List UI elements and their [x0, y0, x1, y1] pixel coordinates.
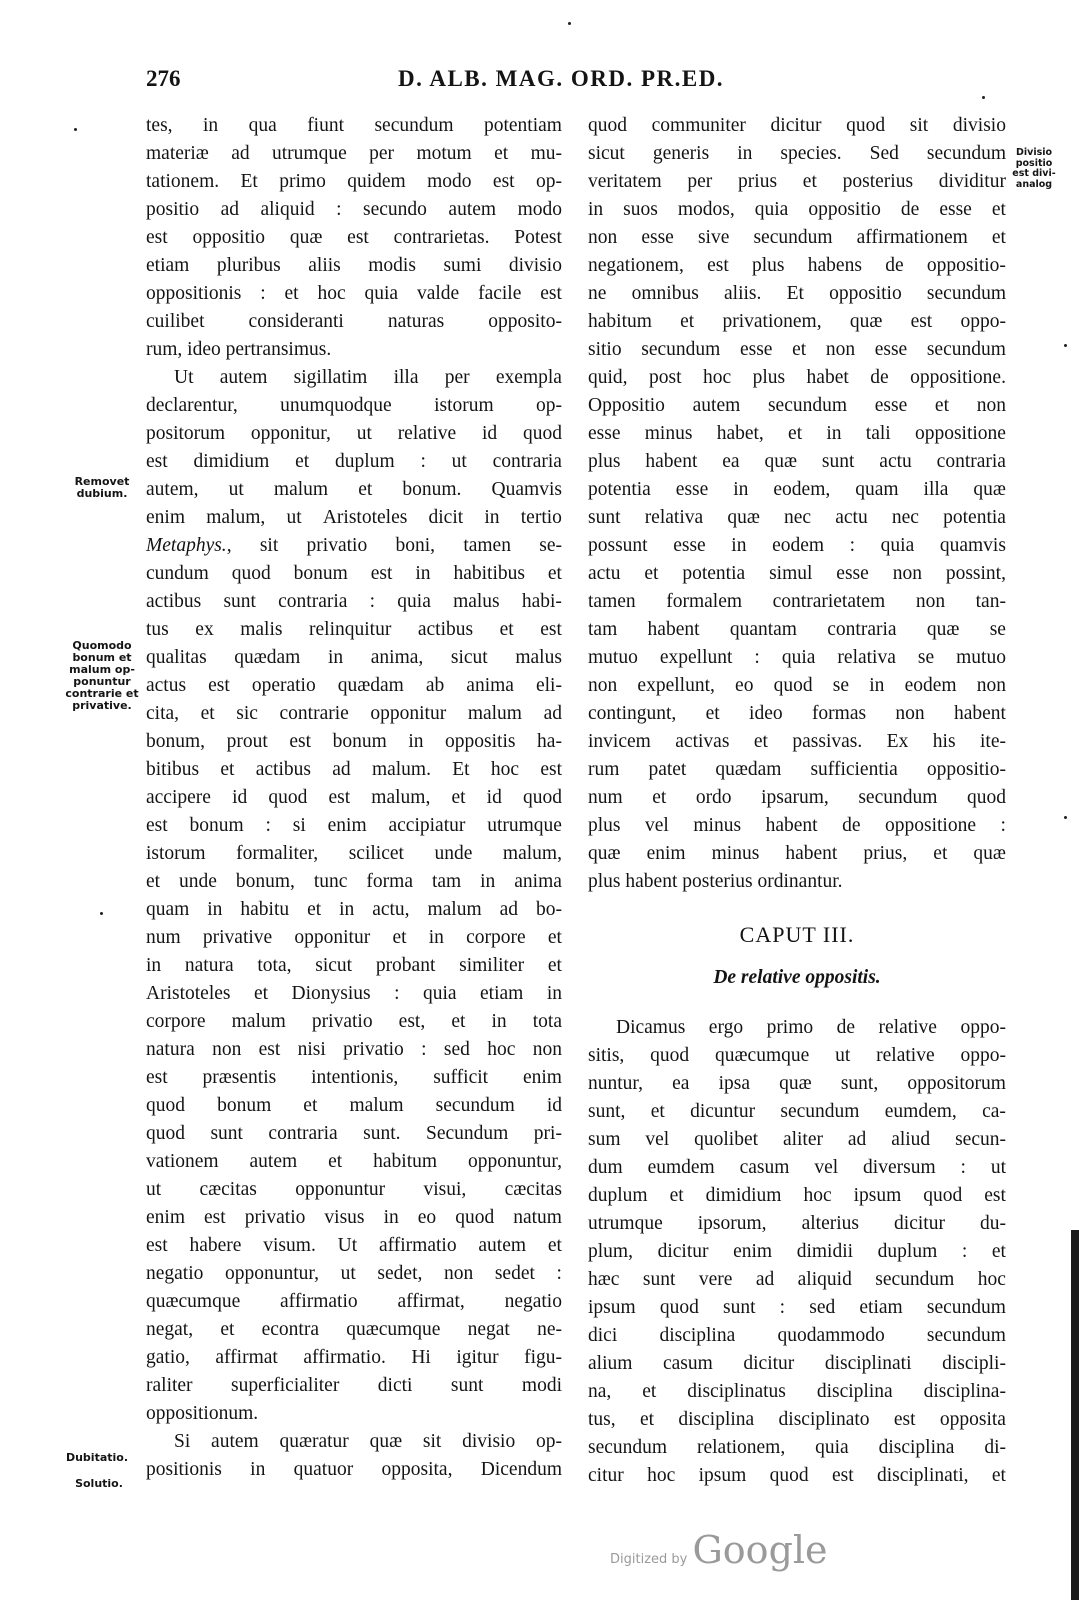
- page-number: 276: [146, 66, 181, 91]
- text-line: quæ enim minus habent prius, et quæ: [588, 843, 1006, 864]
- margin-note-line: Removet: [74, 475, 130, 488]
- margin-note-line: ponuntur: [73, 675, 131, 688]
- scan-speck: [100, 912, 103, 915]
- google-logo-text: Google: [692, 1528, 828, 1572]
- text-line: dici disciplina quodammodo secundum: [588, 1325, 1006, 1346]
- text-line: quam in habitu et in actu, malum ad bo-: [146, 899, 562, 920]
- text-line: citur hoc ipsum quod est disciplinati, et: [588, 1465, 1006, 1486]
- text-line: tes, in qua fiunt secundum potentiam: [146, 115, 562, 136]
- text-line: oppositionum.: [146, 1403, 259, 1424]
- text-line: declarentur, unumquodque istorum op-: [146, 395, 562, 416]
- scan-speck: [568, 22, 571, 25]
- text-line: negationem, est plus habens de oppositio-: [588, 255, 1006, 276]
- text-line: negatio opponuntur, ut sedet, non sedet :: [146, 1263, 562, 1284]
- text-line: accipere id quod est malum, et id quod: [146, 787, 562, 808]
- text-line: oppositionis : et hoc quia valde facile est: [146, 283, 562, 304]
- text-line: sicut generis in species. Sed secundum: [588, 143, 1006, 164]
- text-line: non esse sive secundum affirmationem et: [588, 227, 1006, 248]
- margin-note-line: Quomodo: [72, 639, 132, 652]
- text-line: Metaphys., sit privatio boni, tamen se-: [146, 535, 562, 556]
- text-line: materiæ ad utrumque per motum et mu-: [146, 143, 562, 164]
- text-line: autem, ut malum et bonum. Quamvis: [146, 479, 562, 500]
- scan-speck: [1064, 816, 1067, 819]
- margin-note-line: est divi-: [1012, 168, 1056, 179]
- text-line: rum, ideo pertransimus.: [146, 339, 332, 360]
- text-line: quæcumque affirmatio affirmat, negatio: [146, 1291, 562, 1312]
- text-line: istorum formaliter, scilicet unde malum,: [146, 843, 562, 864]
- text-line: Aristoteles et Dionysius : quia etiam in: [146, 983, 562, 1004]
- margin-note-dubitatio: Dubitatio.: [65, 1451, 129, 1464]
- digitized-label: Digitized by: [610, 1552, 688, 1567]
- text-line: cuilibet consideranti naturas opposito-: [146, 311, 562, 332]
- text-line: mutuo expellunt : quia relativa se mutuo: [588, 647, 1006, 668]
- text-line: quod bonum et malum secundum id: [146, 1095, 562, 1116]
- text-line: contingunt, et ideo formas non habent: [588, 703, 1006, 724]
- text-line: utrumque ipsorum, alterius dicitur du-: [588, 1213, 1006, 1234]
- text-line: et unde bonum, tunc forma tam in anima: [146, 871, 562, 892]
- text-line: in natura tota, sicut probant similiter et: [146, 955, 562, 976]
- text-line: alium casum dicitur disciplinati discipli-: [588, 1353, 1006, 1374]
- text-line: dum eumdem casum vel diversum : ut: [588, 1157, 1006, 1178]
- text-line: negat, et econtra quæcumque negat ne-: [146, 1319, 562, 1340]
- text-line: natura non est nisi privatio : sed hoc non: [146, 1039, 562, 1060]
- text-line: quod sunt contraria sunt. Secundum pri-: [146, 1123, 562, 1144]
- margin-note-line: bonum et: [72, 651, 132, 664]
- right-text-column: [588, 112, 1006, 1490]
- text-line: Si autem quæratur quæ sit divisio op-: [174, 1431, 562, 1452]
- text-line: actu et potentia simul esse non possint,: [588, 563, 1006, 584]
- text-line: sunt, et dicuntur secundum eumdem, ca-: [588, 1101, 1006, 1122]
- text-line: actibus sunt contraria : quia malus habi-: [146, 591, 562, 612]
- text-line: qualitas quædam in anima, sicut malus: [146, 647, 562, 668]
- text-line: ipsum quod sunt : sed etiam secundum: [588, 1297, 1006, 1318]
- text-line: na, et disciplinatus disciplina disciplina-: [588, 1381, 1006, 1402]
- text-line: ne omnibus aliis. Et oppositio secundum: [588, 283, 1006, 304]
- text-line: sitis, quod quæcumque ut relative oppo-: [588, 1045, 1006, 1066]
- text-line: enim est privatio visus in eo quod natum: [146, 1207, 562, 1228]
- text-line: est habere visum. Ut affirmatio autem et: [146, 1235, 562, 1256]
- text-line: bonum, prout est bonum in oppositis ha-: [146, 731, 562, 752]
- text-line: est oppositio quæ est contrarietas. Potest: [146, 227, 562, 248]
- margin-note-line: positio: [1015, 157, 1053, 169]
- page-header: [146, 66, 996, 96]
- left-text-column: [146, 112, 562, 1484]
- text-line: est præsentis intentionis, sufficit enim: [146, 1067, 562, 1088]
- text-line: actus est operatio quædam ab anima eli-: [146, 675, 562, 696]
- text-line: enim malum, ut Aristoteles dicit in tertio: [146, 507, 562, 528]
- text-line: veritatem per prius et posterius dividitur: [588, 171, 1006, 192]
- running-title: D. ALB. MAG. ORD. PR.ED.: [398, 66, 725, 91]
- text-line: plus vel minus habent de oppositione :: [588, 815, 1006, 836]
- text-line: duplum et dimidium hoc ipsum quod est: [588, 1185, 1006, 1206]
- text-line: non expellunt, eo quod se in eodem non: [588, 675, 1006, 696]
- margin-note-line: analog: [1015, 178, 1053, 190]
- text-line: rum patet quædam sufficientia oppositio-: [588, 759, 1006, 780]
- text-line: invicem activas et passivas. Ex his ite-: [588, 731, 1006, 752]
- text-line: bitibus et actibus ad malum. Et hoc est: [146, 759, 562, 780]
- right-column-bottom-text: [588, 1014, 1006, 1490]
- scan-edge-shadow: [1071, 1230, 1079, 1600]
- text-line: est bonum : si enim accipiatur utrumque: [146, 815, 562, 836]
- text-line: esse minus habet, et in tali oppositione: [588, 423, 1006, 444]
- scan-speck: [1064, 344, 1067, 347]
- margin-note-removet: [72, 476, 132, 500]
- text-line: possunt esse in eodem : quia quamvis: [588, 535, 1006, 556]
- text-line: Dicamus ergo primo de relative oppo-: [616, 1017, 1006, 1038]
- text-line: sitio secundum esse et non esse secundum: [588, 339, 1006, 360]
- margin-note-line: dubium.: [76, 487, 128, 500]
- text-line: plus habent posterius ordinantur.: [588, 871, 843, 892]
- text-line: est dimidium et duplum : ut contraria: [146, 451, 562, 472]
- text-line: nuntur, ea ipsa quæ sunt, oppositorum: [588, 1073, 1006, 1094]
- chapter-subtitle: De relative oppositis.: [713, 967, 881, 988]
- text-line: sunt relativa quæ nec actu nec potentia: [588, 507, 1006, 528]
- margin-note-line: contrarie et: [65, 687, 139, 700]
- text-line: corpore malum privatio est, et in tota: [146, 1011, 562, 1032]
- text-line: hæc sunt vere ad aliquid secundum hoc: [588, 1269, 1006, 1290]
- text-line: potentia esse in eodem, quam illa quæ: [588, 479, 1006, 500]
- text-line: tus ex malis relinquitur actibus et est: [146, 619, 562, 640]
- scan-speck: [74, 128, 77, 131]
- text-line: num et ordo ipsarum, secundum quod: [588, 787, 1006, 808]
- text-line: cita, et sic contrarie opponitur malum ad: [146, 703, 562, 724]
- text-line: habitum et privationem, quæ est oppo-: [588, 311, 1006, 332]
- text-line: positorum opponitur, ut relative id quod: [146, 423, 562, 444]
- scan-speck: [982, 96, 985, 99]
- text-line: positio ad aliquid : secundo autem modo: [146, 199, 562, 220]
- text-line: tamen formalem contrarietatem non tan-: [588, 591, 1006, 612]
- margin-note-solutio: Solutio.: [75, 1477, 123, 1490]
- text-line: secundum relationem, quia disciplina di-: [588, 1437, 1006, 1458]
- right-column-top-text: [588, 112, 1006, 896]
- text-line: plus habent ea quæ sunt actu contraria: [588, 451, 1006, 472]
- text-line: num privative opponitur et in corpore et: [146, 927, 562, 948]
- text-line: raliter superficialiter dicti sunt modi: [146, 1375, 562, 1396]
- text-line: tam habent quantam contraria quæ se: [588, 619, 1006, 640]
- text-line: cundum quod bonum est in habitibus et: [146, 563, 562, 584]
- text-line: Oppositio autem secundum esse et non: [588, 395, 1006, 416]
- text-line: etiam pluribus aliis modis sumi divisio: [146, 255, 562, 276]
- text-line: tus, et disciplina disciplinato est opposita: [588, 1409, 1006, 1430]
- margin-note-line: Divisio: [1015, 147, 1053, 158]
- text-line: gatio, affirmat affirmatio. Hi igitur figu-: [146, 1347, 562, 1368]
- text-line: vationem autem et habitum opponuntur,: [146, 1151, 562, 1172]
- margin-note-line: privative.: [72, 699, 132, 712]
- text-line: Ut autem sigillatim illa per exempla: [174, 367, 562, 388]
- chapter-heading: CAPUT III.: [739, 922, 855, 947]
- italic-title: Metaphys.: [146, 535, 227, 556]
- text-line: plum, dicitur enim dimidii duplum : et: [588, 1241, 1006, 1262]
- text-line: sum vel quolibet aliter ad aliud secun-: [588, 1129, 1006, 1150]
- margin-note-quomodo: [60, 640, 144, 712]
- text-line: in suos modos, quia oppositio de esse et: [588, 199, 1006, 220]
- text-line: quid, post hoc plus habet de oppositione.: [588, 367, 1006, 388]
- text-line: tationem. Et primo quidem modo est op-: [146, 171, 562, 192]
- text-line: ut cæcitas opponuntur visui, cæcitas: [146, 1179, 562, 1200]
- margin-note-divisio: [1010, 148, 1058, 190]
- margin-note-line: malum op-: [69, 663, 135, 676]
- digitized-by-google-watermark: [610, 1528, 828, 1572]
- text-line: quod communiter dicitur quod sit divisio: [588, 115, 1006, 136]
- text-line: positionis in quatuor opposita, Dicendum: [146, 1459, 562, 1480]
